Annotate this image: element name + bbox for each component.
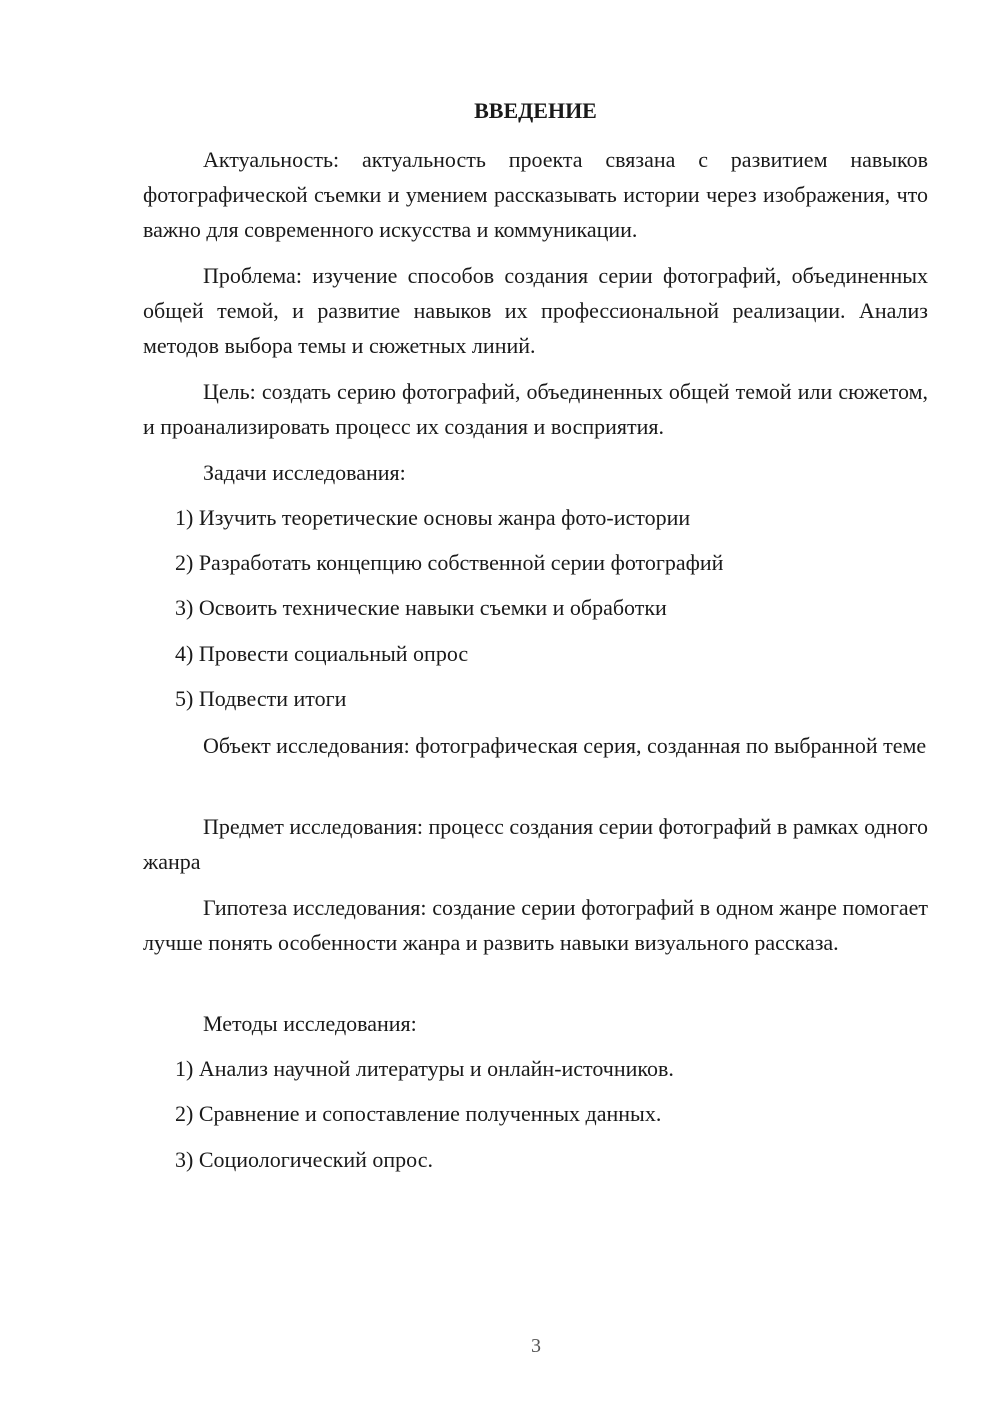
page-title: ВВЕДЕНИЕ — [474, 98, 597, 123]
method-item: 1) Анализ научной литературы и онлайн-источников. — [175, 1056, 674, 1081]
relevance-paragraph: Актуальность: актуальность проекта связана с развитием навыков фотографической съемки и умением рассказывать истории через изображения, что важно для современного искусства и коммуникации. — [143, 147, 928, 242]
goal-paragraph: Цель: создать серию фотографий, объединенных общей темой или сюжетом, и проанализировать процесс их создания и восприятия. — [143, 379, 928, 439]
task-item: 4) Провести социальный опрос — [175, 641, 469, 666]
hypothesis-paragraph: Гипотеза исследования: создание серии фотографий в одном жанре помогает лучше понять особенности жанра и развить навыки визуального рассказа. — [143, 895, 928, 955]
problem-paragraph: Проблема: изучение способов создания серии фотографий, объединенных общей темой, и развитие навыков их профессиональной реализации. Анализ методов выбора темы и сюжетных линий. — [143, 263, 928, 358]
tasks-heading: Задачи исследования: — [203, 460, 406, 485]
task-item: 1) Изучить теоретические основы жанра фото-истории — [175, 505, 691, 530]
object-paragraph: Объект исследования: фотографическая серия, созданная по выбранной теме — [203, 733, 927, 758]
subject-paragraph: Предмет исследования: процесс создания серии фотографий в рамках одного жанра — [143, 814, 928, 874]
task-item: 2) Разработать концепцию собственной серии фотографий — [175, 550, 724, 575]
task-item: 3) Освоить технические навыки съемки и обработки — [175, 595, 667, 620]
methods-heading: Методы исследования: — [203, 1011, 417, 1036]
method-item: 3) Социологический опрос. — [175, 1147, 433, 1172]
task-item: 5) Подвести итоги — [175, 686, 347, 711]
page-number: 3 — [531, 1335, 541, 1357]
method-item: 2) Сравнение и сопоставление полученных данных. — [175, 1101, 662, 1126]
